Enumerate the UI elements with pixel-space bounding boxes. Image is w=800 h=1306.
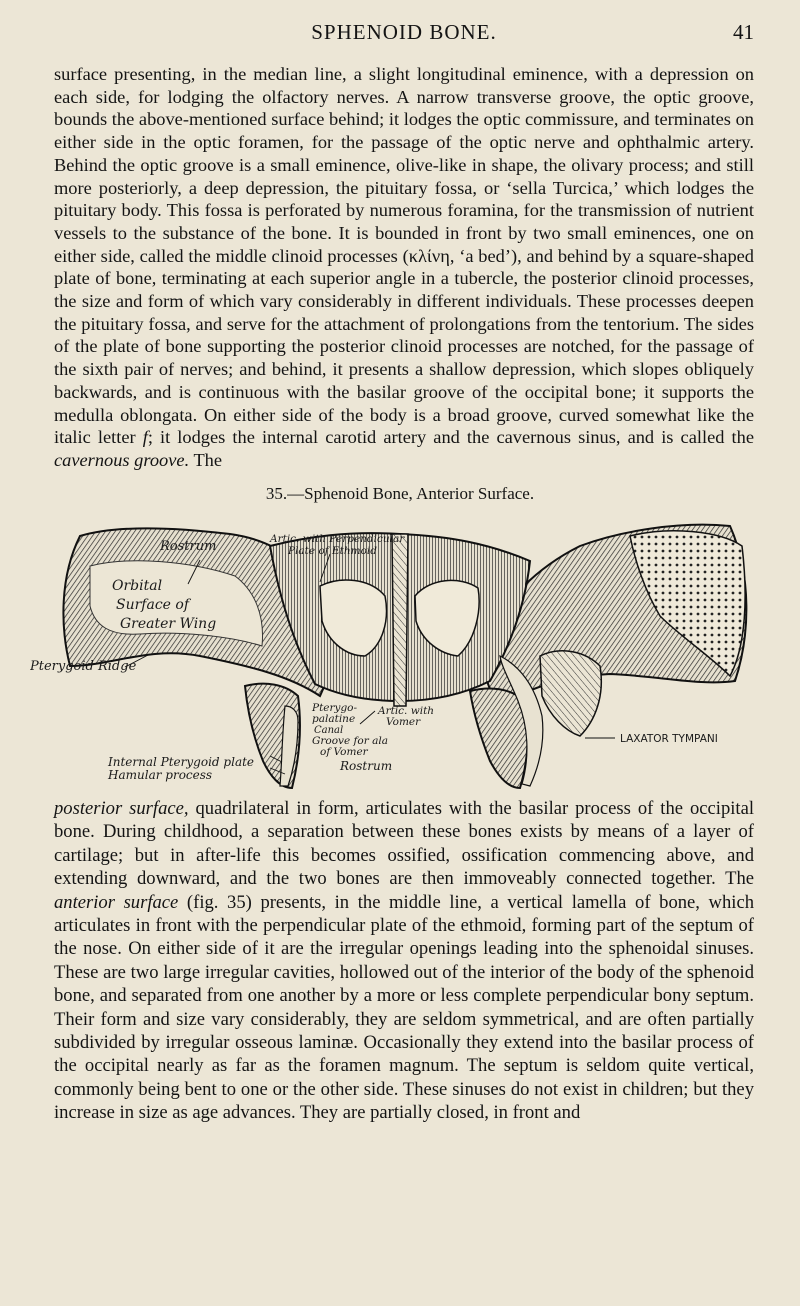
label-orbital-2: Surface of [116, 597, 190, 613]
label-ptery-3: Canal [314, 725, 344, 736]
sphenoid-figure [30, 506, 766, 794]
term-cavernous-groove: cavernous groove. [54, 449, 190, 470]
paragraph-bottom-part2: (fig. 35) presents, in the middle line, a vertical lamella of bone, which articulates in front with the perpendicular plate of the ethmoid, forming part of the septum of the nose. On either side of it are the irregular openings leading into the sphenoidal sinuses. These are two large irregular cavities, hollowed out of the interior of the body of the sphenoid bone, and separated from one another by a more or less complete perpendicular bony septum. Their form and size vary considerably, they are seldom symmetrical, and are often partially subdivided by irregular osseous laminæ. Occasionally they extend into the basilar process of the occipital nearly as far as the foramen magnum. The septum is seldom quite vertical, commonly being bent to one or the other side. These sinuses do not exist in children; but they increase in size as age advances. They are partially closed, in front and [54, 891, 754, 1124]
figure-caption: 35.—Sphenoid Bone, Anterior Surface. [265, 484, 535, 503]
label-ptery-2: palatine [312, 713, 356, 725]
paragraph-top [54, 63, 754, 472]
page-number: 41 [733, 20, 754, 44]
label-artic-vomer-1: Artic. with [378, 705, 435, 717]
label-rostrum-bottom: Rostrum [340, 759, 393, 773]
label-artic-perp-2: Plate of Ethmoid [288, 545, 378, 557]
paragraph-top-tail: ; it lodges the internal carotid artery and the cavernous sinus, and is called the [147, 427, 754, 448]
running-title: SPHENOID BONE. [311, 20, 497, 44]
paragraph-bottom-part1: quadrilateral in form, articulates with the basilar process of the occipital bone. During childhood, a separation between these bones exists by means of a layer of cartilage; but in after-life this becomes ossified, ossification commencing above, and extending downward, and the two bones are then immoveably connected together. The [54, 798, 754, 890]
paragraph-top-text: surface presenting, in the median line, a slight longitudinal eminence, with a depression on each side, for lodging the olfactory nerves. A narrow transverse groove, the optic groove, bounds the above-mentioned surface behind; it lodges the optic commissure, and terminates on either side in the optic foramen, for the passage of the optic nerve and ophthalmic artery. Behind the optic groove is a small eminence, olive-like in shape, the olivary process; and still more posteriorly, a deep depression, the pituitary fossa, or ‘sella Turcica,’ which lodges the pituitary body. This fossa is perforated by numerous foramina, for the transmission of nutrient vessels to the substance of the bone. It is bounded in front by two small eminences, one on either side, called the middle clinoid processes (κλίνη, ‘a bed’), and behind by a square-shaped plate of bone, terminating at each superior angle in a tubercle, the posterior clinoid processes, the size and form of which vary considerably in different individuals. These processes deepen the pituitary fossa, and serve for the attachment of prolongations from the tentorium. The sides of the plate of bone supporting the posterior clinoid processes are notched, for the passage of the sixth pair of nerves; and behind, it presents a shallow depression, which slopes obliquely backwards, and is continuous with the basilar groove of the occipital bone; it supports the medulla oblongata. On either side of the body is a broad groove, curved somewhat like the italic letter [54, 64, 754, 448]
label-hamular-process: Hamular process [108, 768, 213, 782]
term-anterior-surface: anterior surface [54, 891, 179, 913]
right-spine-region [540, 651, 601, 736]
label-orbital-3: Greater Wing [120, 616, 217, 632]
label-laxator-tympani: LAXATOR TYMPANI [620, 733, 718, 745]
label-groove-2: of Vomer [320, 746, 368, 758]
running-head [54, 20, 754, 50]
label-groove-1: Groove for ala [312, 735, 388, 747]
sphenoid-illustration [30, 506, 766, 794]
label-ptery-1: Pterygo- [312, 702, 358, 714]
label-artic-vomer-2: Vomer [386, 716, 421, 728]
italic-letter-f: f [142, 427, 148, 448]
label-orbital-1: Orbital [112, 578, 163, 594]
rostrum-septum [392, 534, 408, 706]
label-pterygoid-ridge: Pterygoid Ridge [30, 659, 137, 674]
label-artic-perp-1: Artic. with Perpendicular [270, 533, 405, 545]
label-rostrum-top: Rostrum [160, 539, 217, 554]
paragraph-top-continued: The [193, 449, 223, 470]
label-internal-pterygoid-plate: Internal Pterygoid plate [108, 755, 255, 769]
term-posterior-surface: posterior surface, [54, 798, 189, 819]
paragraph-bottom [54, 797, 754, 1125]
